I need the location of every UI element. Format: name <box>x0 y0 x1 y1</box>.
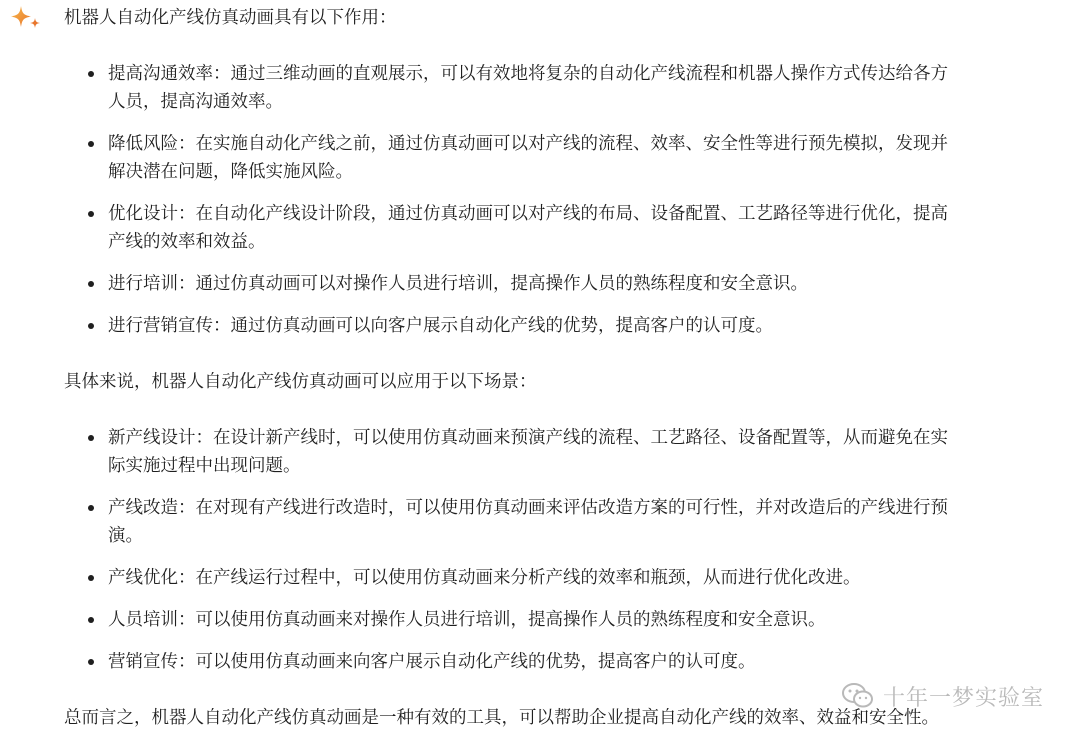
list-item: 进行培训：通过仿真动画可以对操作人员进行培训，提高操作人员的熟练程度和安全意识。 <box>64 270 1044 298</box>
list-item: 降低风险：在实施自动化产线之前，通过仿真动画可以对产线的流程、效率、安全性等进行预先模拟，发现并 解决潜在问题，降低实施风险。 <box>64 130 1044 186</box>
bullet-dot <box>88 575 94 581</box>
bullet-dot <box>88 505 94 511</box>
sparkle-icon <box>8 4 46 34</box>
list-item: 优化设计：在自动化产线设计阶段，通过仿真动画可以对产线的布局、设备配置、工艺路径等进行优化，提高 产线的效率和效益。 <box>64 200 1044 256</box>
bullet-dot <box>88 435 94 441</box>
list-item: 人员培训：可以使用仿真动画来对操作人员进行培训，提高操作人员的熟练程度和安全意识。 <box>64 606 1044 634</box>
list-item: 新产线设计：在设计新产线时，可以使用仿真动画来预演产线的流程、工艺路径、设备配置等，从而避免在实 际实施过程中出现问题。 <box>64 424 1044 480</box>
wechat-icon <box>841 682 875 710</box>
roles-list <box>64 60 1044 354</box>
bullet-dot <box>88 71 94 77</box>
list-item: 提高沟通效率：通过三维动画的直观展示，可以有效地将复杂的自动化产线流程和机器人操作方式传达给各方 人员，提高沟通效率。 <box>64 60 1044 116</box>
bullet-dot <box>88 659 94 665</box>
intro-paragraph: 机器人自动化产线仿真动画具有以下作用： <box>64 8 397 28</box>
bullet-dot <box>88 617 94 623</box>
list-item: 产线优化：在产线运行过程中，可以使用仿真动画来分析产线的效率和瓶颈，从而进行优化改进。 <box>64 564 1044 592</box>
bullet-dot <box>88 211 94 217</box>
list-item: 营销宣传：可以使用仿真动画来向客户展示自动化产线的优势，提高客户的认可度。 <box>64 648 1044 676</box>
list-item: 产线改造：在对现有产线进行改造时，可以使用仿真动画来评估改造方案的可行性，并对改造后的产线进行预 演。 <box>64 494 1044 550</box>
bullet-dot <box>88 323 94 329</box>
bullet-dot <box>88 141 94 147</box>
scenarios-list <box>64 424 1044 690</box>
bullet-dot <box>88 281 94 287</box>
watermark-text: 十年一梦实验室 <box>882 685 1044 711</box>
scenarios-intro-paragraph: 具体来说，机器人自动化产线仿真动画可以应用于以下场景： <box>64 372 537 392</box>
list-item: 进行营销宣传：通过仿真动画可以向客户展示自动化产线的优势，提高客户的认可度。 <box>64 312 1044 340</box>
conclusion-paragraph: 总而言之，机器人自动化产线仿真动画是一种有效的工具，可以帮助企业提高自动化产线的效率、效益和安全性。 <box>64 708 939 728</box>
watermark <box>841 680 1044 712</box>
